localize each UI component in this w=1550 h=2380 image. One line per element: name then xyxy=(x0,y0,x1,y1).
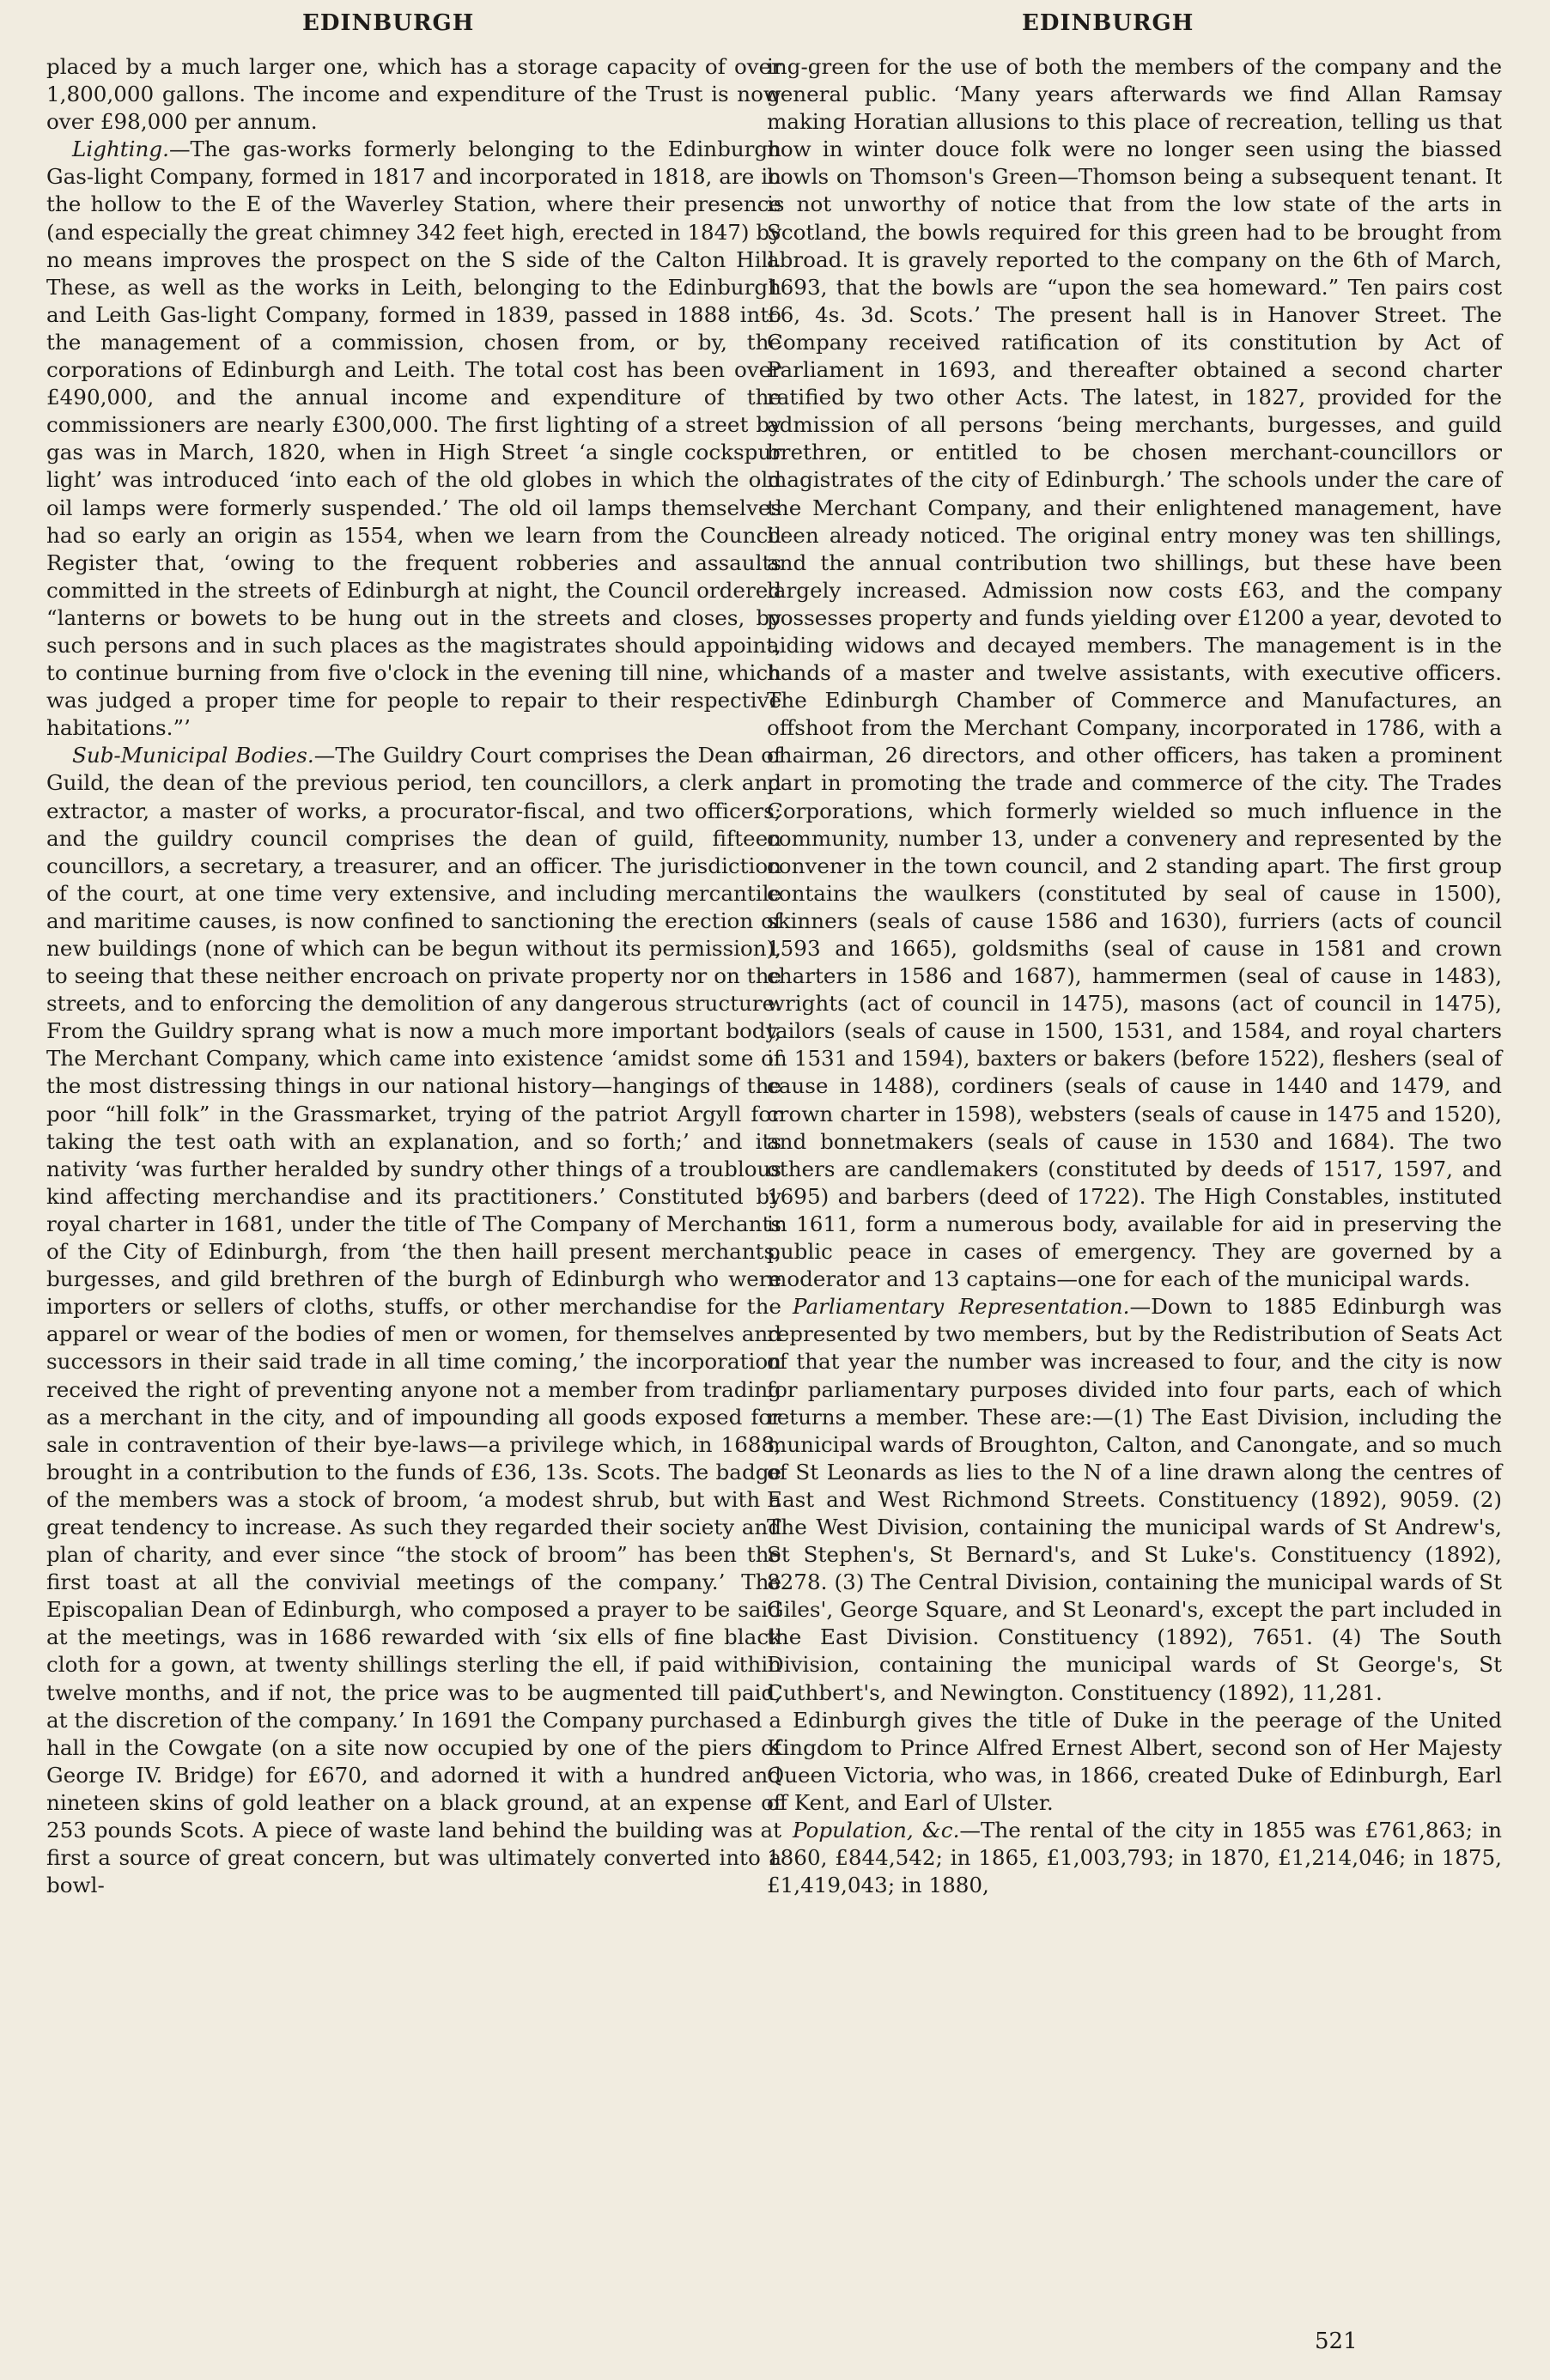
section-heading-population: Population, &c. xyxy=(793,1818,960,1843)
paragraph-water-trust xyxy=(46,53,781,136)
running-head-right: EDINBURGH xyxy=(1022,10,1194,36)
paragraph-sub-municipal-bodies xyxy=(46,742,781,1899)
left-column xyxy=(46,53,781,1899)
section-heading-parliamentary: Parliamentary Representation. xyxy=(793,1294,1130,1320)
paragraph-parliamentary xyxy=(767,1293,1502,1706)
paragraph-text: —Down to 1885 Edinburgh was represented by two members, but by the Redistribution of Seats Act of that year the number was increased to four, and the city is now for parliamentary purposes divided into four parts, each of which returns a member. These are:—(1) The East Division, including the municipal wards of Broughton, Calton, and Canongate, and so much of St Leonards as lies to the N of a line drawn along the centres of East and West Richmond Streets. Constituency (1892), 9059. (2) The West Division, containing the municipal wards of St Andrew's, St Stephen's, St Bernard's, and St Luke's. Constituency (1892), 8278. (3) The Central Division, containing the municipal wards of St Giles', George Square, and St Leonard's, except the part included in the East Division. Constituency (1892), 7651. (4) The South Division, containing the municipal wards of St George's, St Cuthbert's, and Newington. Constituency (1892), 11,281. xyxy=(767,1294,1502,1705)
paragraph-text: Edinburgh gives the title of Duke in the peerage of the United Kingdom to Prince Alfred Ernest Albert, second son of Her Majesty Queen Victoria, who was, in 1866, created Duke of Edinburgh, Earl of Kent, and Earl of Ulster. xyxy=(767,1707,1502,1815)
paragraph-text: —The rental of the city in 1855 was £761,863; in 1860, £844,542; in 1865, £1,003,793; in 1870, £1,214,046; in 1875, £1,419,043; in 1880, xyxy=(767,1818,1503,1898)
page-number: 521 xyxy=(1315,2328,1358,2354)
paragraph-text: —The Guildry Court comprises the Dean of Guild, the dean of the previous period, ten councillors, a clerk and extractor, a master of works, a procurator-fiscal, and two officers; and the guildry council comprises the dean of guild, fifteen councillors, a secretary, a treasurer, and an officer. The jurisdiction of the court, at one time very extensive, and including mercantile and maritime causes, is now confined to sanctioning the erection of new buildings (none of which can be begun without its permission), to seeing that these neither encroach on private property nor on the streets, and to enforcing the demolition of any dangerous structure. From the Guildry sprang what is now a much more important body, The Merchant Company, which came into existence ‘amidst some of the most distressing things in our national history—hangings of the poor “hill folk” in the Grassmarket, trying of the patriot Argyll for taking the test oath with an explanation, and so forth;’ and its nativity ‘was further heralded by sundry other things of a troublous kind affecting merchandise and its practitioners.’ Constituted by royal charter in 1681, under the title of The Company of Merchants of the City of Edinburgh, from ‘the then haill present merchants, burgesses, and gild brethren of the burgh of Edinburgh who were importers or sellers of cloths, stuffs, or other merchandise for the apparel or wear of the bodies of men or women, for themselves and successors in their said trade in all time coming,’ the incorporation received the right of preventing anyone not a member from trading as a merchant in the city, and of impounding all goods exposed for sale in contravention of their bye-laws—a privilege which, in 1688, brought in a contribution to the funds of £36, 13s. Scots. The badge of the members was a stock of broom, ‘a modest shrub, but with a great tendency to increase. As such they regarded their society and plan of charity, and ever since “the stock of broom” has been the first toast at all the convivial meetings of the company.’ The Episcopalian Dean of Edinburgh, who composed a prayer to be said at the meetings, was in 1686 rewarded with ‘six ells of fine black cloth for a gown, at twenty shillings sterling the ell, if paid within twelve months, and if not, the price was to be augmented till paid, at the discretion of the company.’ In 1691 the Company purchased a hall in the Cowgate (on a site now occupied by one of the piers of George IV. Bridge) for £670, and adorned it with a hundred and nineteen skins of gold leather on a black ground, at an expense of 253 pounds Scots. A piece of waste land behind the building was at first a source of great concern, but was ultimately converted into a bowl- xyxy=(46,743,781,1898)
paragraph-text: ing-green for the use of both the members of the company and the general public. ‘Many years afterwards we find Allan Ramsay making Horatian allusions to this place of recreation, telling us that now in winter douce folk were no longer seen using the biassed bowls on Thomson's Green—Thomson being a subsequent tenant. It is not unworthy of notice that from the low state of the arts in Scotland, the bowls required for this green had to be brought from abroad. It is gravely reported to the company on the 6th of March, 1693, that the bowls are “upon the sea homeward.” Ten pairs cost £6, 4s. 3d. Scots.’ The present hall is in Hanover Street. The Company received ratification of its constitution by Act of Parliament in 1693, and thereafter obtained a second charter ratified by two other Acts. The latest, in 1827, provided for the admission of all persons ‘being merchants, burgesses, and guild brethren, or entitled to be chosen merchant-councillors or magistrates of the city of Edinburgh.’ The schools under the care of the Merchant Company, and their enlightened management, have been already noticed. The original entry money was ten shillings, and the annual contribution two shillings, but these have been largely increased. Admission now costs £63, and the company possesses property and funds yielding over £1200 a year, devoted to aiding widows and decayed members. The management is in the hands of a master and twelve assistants, with executive officers. The Edinburgh Chamber of Commerce and Manufactures, an offshoot from the Merchant Company, incorporated in 1786, with a chairman, 26 directors, and other officers, has taken a prominent part in promoting the trade and commerce of the city. The Trades Corporations, which formerly wielded so much influence in the community, number 13, under a convenery and represented by the convener in the town council, and 2 standing apart. The first group contains the waulkers (constituted by seal of cause in 1500), skinners (seals of cause 1586 and 1630), furriers (acts of council 1593 and 1665), goldsmiths (seal of cause in 1581 and crown charters in 1586 and 1687), hammermen (seal of cause in 1483), wrights (act of council in 1475), masons (act of council in 1475), tailors (seals of cause in 1500, 1531, and 1584, and royal charters in 1531 and 1594), baxters or bakers (before 1522), fleshers (seal of cause in 1488), cordiners (seals of cause in 1440 and 1479, and crown charter in 1598), websters (seals of cause in 1475 and 1520), and bonnetmakers (seals of cause in 1530 and 1684). The two others are candlemakers (constituted by deeds of 1517, 1597, and 1695) and barbers (deed of 1722). The High Constables, instituted in 1611, form a numerous body, available for aid in preserving the public peace in cases of emergency. They are governed by a moderator and 13 captains—one for each of the municipal wards. xyxy=(767,54,1502,1292)
paragraph-lighting xyxy=(46,136,781,742)
paragraph-population xyxy=(767,1817,1502,1899)
paragraph-text: placed by a much larger one, which has a storage capacity of over 1,800,000 gallons. The income and expenditure of the Trust is now over £98,000 per annum. xyxy=(46,54,781,135)
paragraph-text: —The gas-works formerly belonging to the Edinburgh Gas-light Company, formed in 1817 and incorporated in 1818, are in the hollow to the E of the Waverley Station, where their presence (and especially the great chimney 342 feet high, erected in 1847) by no means improves the prospect on the S side of the Calton Hill. These, as well as the works in Leith, belonging to the Edinburgh and Leith Gas-light Company, formed in 1839, passed in 1888 into the management of a commission, chosen from, or by, the corporations of Edinburgh and Leith. The total cost has been over £490,000, and the annual income and expenditure of the commissioners are nearly £300,000. The first lighting of a street by gas was in March, 1820, when in High Street ‘a single cockspur light’ was introduced ‘into each of the old globes in which the old oil lamps were formerly suspended.’ The old oil lamps themselves had so early an origin as 1554, when we learn from the Council Register that, ‘owing to the frequent robberies and assaults committed in the streets of Edinburgh at night, the Council ordered “lanterns or bowets to be hung out in the streets and closes, by such persons and in such places as the magistrates should appoint, to continue burning from five o'clock in the evening till nine, which was judged a proper time for people to repair to their respective habitations.”’ xyxy=(46,137,781,741)
running-head-left: EDINBURGH xyxy=(302,10,475,36)
right-column xyxy=(767,53,1502,1899)
paragraph-bowling-green xyxy=(767,53,1502,1293)
section-heading-lighting: Lighting. xyxy=(72,137,169,162)
section-heading-sub-municipal: Sub-Municipal Bodies. xyxy=(72,743,314,768)
paragraph-duke-title xyxy=(767,1707,1502,1817)
